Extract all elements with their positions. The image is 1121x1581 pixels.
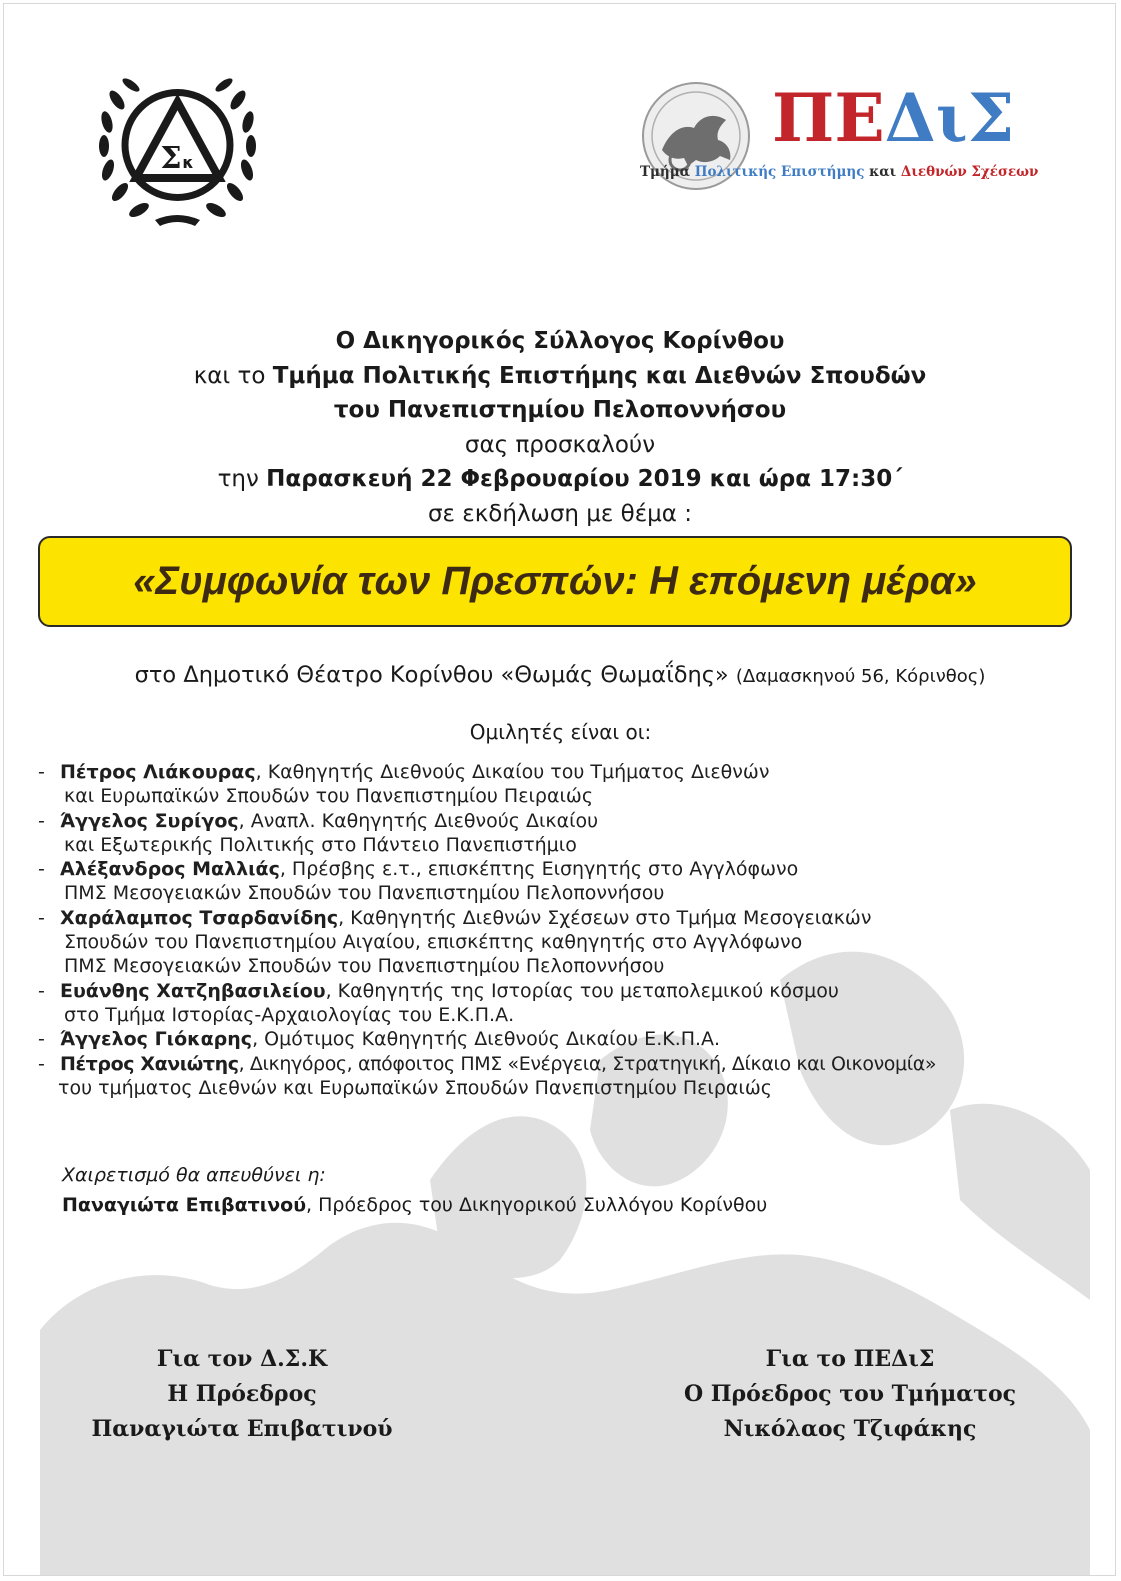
list-item [38,857,1108,906]
speaker-name: Ευάνθης Χατζηβασιλείου [60,979,326,1002]
dsk-logo [95,60,260,230]
signature-right [640,1342,1060,1447]
intro-line6: σε εκδήλωση με θέμα : [427,500,693,527]
venue [30,662,1090,696]
speaker-role: , Καθηγητής Διεθνούς Δικαίου του Τμήματος Διεθνών [255,761,770,783]
signature-left-line2: Η Πρόεδρος [167,1381,317,1407]
speaker-role-cont: ΠΜΣ Μεσογειακών Σπουδών του Πανεπιστημίου Πελοποννήσου [64,955,665,978]
pedis-wordmark [772,78,1032,158]
speaker-role-cont: του τμήματος Διεθνών και Ευρωπαϊκών Σπουδών Πανεπιστημίου Πειραιώς [58,1076,772,1099]
list-dash: - [38,1052,45,1075]
greeting [62,1160,962,1220]
signature-left-line1: Για τον Δ.Σ.Κ [156,1346,328,1372]
list-item [38,906,1108,979]
list-dash: - [38,1028,45,1051]
list-item [38,1052,1108,1101]
list-item [38,760,1108,809]
svg-text:Σ: Σ [160,141,182,176]
list-dash: - [38,809,45,832]
intro-line5-prefix: την [217,466,259,492]
signature-left-line3: Παναγιώτα Επιβατινού [91,1416,393,1442]
intro-line3: του Πανεπιστημίου Πελοποννήσου [333,397,787,423]
pedis-subtitle-part4: Διεθνών Σχέσεων [900,164,1039,180]
invitation-intro [60,324,1060,531]
intro-line2-prefix: και το [193,362,266,389]
venue-name: στο Δημοτικό Θέατρο Κορίνθου «Θωμάς Θωμαΐδης» [134,662,729,688]
speaker-name: Αλέξανδρος Μαλλιάς [60,858,280,881]
event-date: Παρασκευή 22 Φεβρουαρίου 2019 και ώρα 17:30΄ [266,466,903,492]
svg-text:κ: κ [182,153,194,172]
list-dash: - [38,858,45,881]
speakers-list [38,760,1108,1100]
venue-address: (Δαμασκηνού 56, Κόρινθος) [735,666,986,687]
speaker-name: Χαράλαμπος Τσαρδανίδης [60,906,339,929]
speaker-role-cont: Σπουδών του Πανεπιστημίου Αιγαίου, επισκέπτης καθηγητής στο Αγγλόφωνο [64,931,803,954]
list-item [38,809,1108,858]
signature-right-line1: Για το ΠΕΔιΣ [765,1346,935,1372]
pedis-subtitle-part3: και [869,164,897,180]
speaker-role: , Καθηγητής της Ιστορίας του μεταπολεμικού κόσμου [325,979,839,1002]
list-dash: - [38,761,45,783]
signature-right-line2: Ο Πρόεδρος του Τμήματος [683,1381,1017,1407]
intro-line2-bold: Τμήμα Πολιτικής Επιστήμης και Διεθνών Σπουδών [272,362,927,389]
greeting-intro: Χαιρετισμό θα απευθύνει η: [62,1164,326,1186]
speaker-role-cont: στο Τμήμα Ιστορίας-Αρχαιολογίας του Ε.Κ.Π.Α. [64,1003,515,1026]
intro-line4: σας προσκαλούν [464,431,656,458]
speaker-role: , Πρέσβης ε.τ., επισκέπτης Εισηγητής στο Αγγλόφωνο [279,858,799,881]
event-title-box [38,536,1072,627]
speaker-role: , Δικηγόρος, απόφοιτος ΠΜΣ «Ενέργεια, Στρατηγική, Δίκαιο και Οικονομία» [238,1052,937,1075]
event-title: «Συμφωνία των Πρεσπών: Η επόμενη μέρα» [133,559,977,603]
pedis-subtitle-part2: Πολιτικής Επιστήμης [694,164,865,180]
speakers-heading: Ομιλητές είναι οι: [469,720,652,744]
speaker-role: , Αναπλ. Καθηγητής Διεθνούς Δικαίου [238,809,599,832]
speaker-role-cont: και Εξωτερικής Πολιτικής στο Πάντειο Πανεπιστήμιο [64,833,577,856]
speaker-name: Άγγελος Συρίγος [60,809,239,832]
signature-right-line3: Νικόλαος Τζιφάκης [723,1416,977,1442]
speaker-role-cont: ΠΜΣ Μεσογειακών Σπουδών του Πανεπιστημίου Πελοποννήσου [64,882,665,905]
speaker-name: Πέτρος Λιάκουρας [60,761,256,783]
list-dash: - [38,979,45,1002]
speaker-name: Πέτρος Χανιώτης [60,1052,239,1075]
intro-line1: Ο Δικηγορικός Σύλλογος Κορίνθου [335,328,785,354]
pedis-word-part1: ΠΕ [772,79,885,157]
pedis-subtitle-part1: Τμήμα [640,164,691,180]
list-item [38,979,1108,1028]
list-dash: - [38,906,45,929]
speaker-role: , Ομότιμος Καθηγητής Διεθνούς Δικαίου Ε.Κ.Π.Α. [252,1028,721,1051]
pedis-word-part2: ΔιΣ [884,79,1015,157]
pedis-subtitle [640,164,1040,186]
speaker-role: , Καθηγητής Διεθνών Σχέσεων στο Τμήμα Μεσογειακών [338,906,872,929]
signature-left [32,1342,452,1447]
list-item [38,1027,1108,1051]
greeting-name: Παναγιώτα Επιβατινού [62,1194,307,1216]
speaker-role-cont: και Ευρωπαϊκών Σπουδών του Πανεπιστημίου Πειραιώς [64,785,593,808]
greeting-role: , Πρόεδρος του Δικηγορικού Συλλόγου Κορίνθου [306,1194,768,1216]
speaker-name: Άγγελος Γιόκαρης [60,1028,253,1051]
